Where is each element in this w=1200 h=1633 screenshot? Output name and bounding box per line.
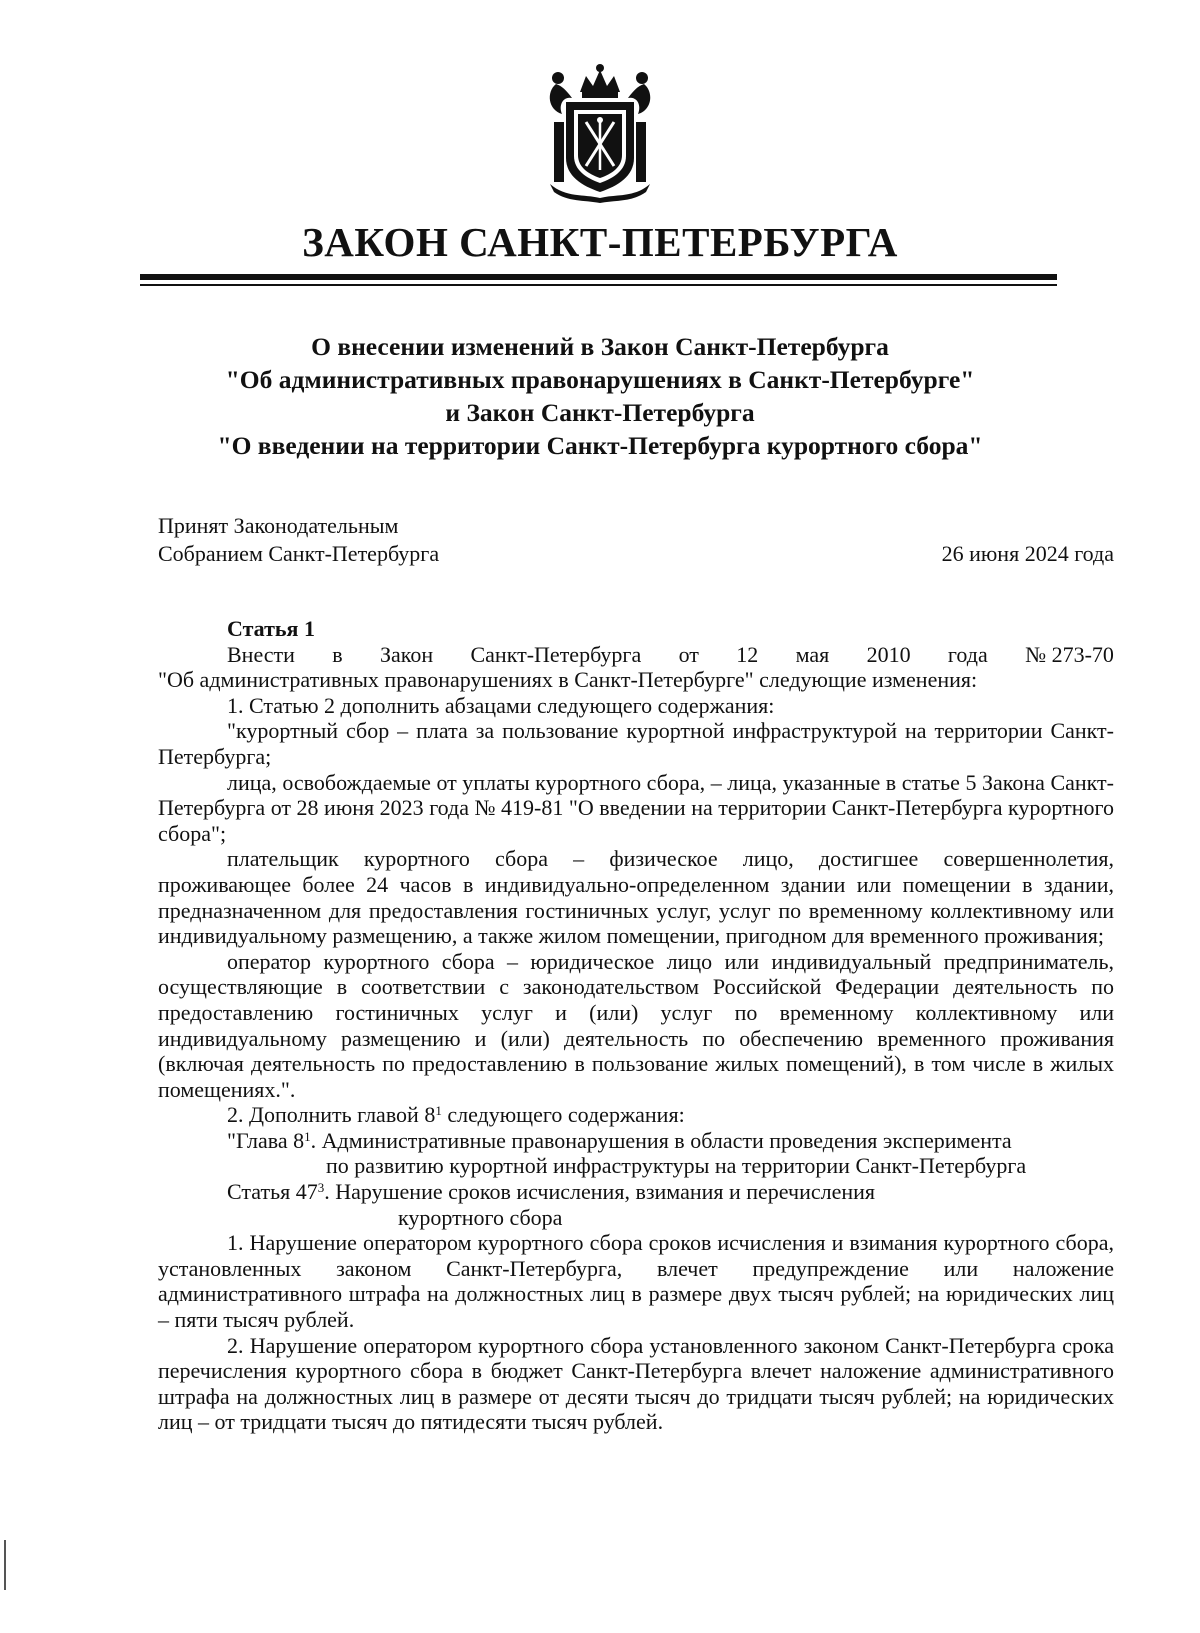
coat-of-arms-icon [536,62,664,204]
adoption-date: 26 июня 2024 года [941,541,1114,566]
adoption-note [158,512,439,568]
article-heading: Статья 1 [227,616,315,641]
article-47-part-1: 1. Нарушение оператором курортного сбора сроков исчисления и взимания курортного сбора, установленных законом Санкт-Петербурга, влечет предупреждение или наложение административного штрафа на должностных лиц в размере двух тысяч рублей; на юридических лиц – пяти тысяч рублей. [158,1230,1114,1333]
definition-operator: оператор курортного сбора – юридическое лицо или индивидуальный предприниматель, осуществляющие в соответствии с законодательством Российской Федерации деятельность по предоставлению гостиничных услуг и (или) услуг по временному коллективному или индивидуальному размещению и (или) деятельность по обеспечению временного проживания (включая деятельность по предоставлению в пользование жилых помещений), в том числе в жилых помещениях.". [158,948,1114,1102]
intro-word: № 273-70 [1025,641,1114,667]
title-line: "Об административных правонарушениях в Санкт-Петербурге" [225,365,975,394]
intro-word: Внести [227,641,295,667]
paragraph: 1. Статью 2 дополнить абзацами следующего содержания: [227,692,775,718]
article-47-text: Статья 47 [227,1179,318,1205]
intro-word: года [947,641,988,667]
definition-exempt-persons: лица, освобождаемые от уплаты курортного сбора, – лица, указанные в статье 5 Закона Санкт-Петербурга от 28 июня 2023 года № 419-81 "О введении на территории Санкт-Петербурга курортного сбора"; [158,769,1114,846]
title-line: и Закон Санкт-Петербурга [445,398,755,427]
adoption-line: Собранием Санкт-Петербурга [158,541,440,566]
header-rule-thick [140,274,1057,280]
chapter-heading [158,1128,1114,1154]
chapter-text: . Административные правонарушения в области проведения эксперимента [310,1127,1012,1153]
document-body [158,616,1114,1435]
chapter-text: "Глава 8 [227,1127,305,1153]
document-type-heading: ЗАКОН САНКТ-ПЕТЕРБУРГА [302,219,898,265]
chapter-heading-line2: по развитию курортной инфраструктуры на территории Санкт-Петербурга [326,1153,1027,1179]
definition-resort-fee: "курортный сбор – плата за пользование курортной инфраструктурой на территории Санкт-Петербурга; [158,718,1114,769]
article-47-text: . Нарушение сроков исчисления, взимания и перечисления [324,1179,876,1205]
intro-word: 12 [736,641,759,667]
header-rule-thin [140,284,1057,286]
intro-word: в [332,641,343,667]
intro-word: от [678,641,699,667]
superscript: 3 [317,1180,325,1196]
article-intro-rest: "Об административных правонарушениях в Санкт-Петербурге" следующие изменения: [158,667,978,693]
intro-word: Закон [380,641,434,667]
article-47-heading [158,1179,1114,1205]
law-title [0,330,1200,462]
intro-word: мая [795,641,830,667]
item-2-text: 2. Дополнить главой 8 [227,1102,436,1128]
item-2 [158,1102,1114,1128]
title-line: "О введении на территории Санкт-Петербурга курортного сбора" [217,431,983,460]
intro-word: 2010 [866,641,911,667]
adoption-line: Принят Законодательным [158,513,399,538]
superscript: 1 [435,1103,442,1119]
definition-payer: плательщик курортного сбора – физическое лицо, достигшее совершеннолетия, проживающее более 24 часов в индивидуально-определенном здании или помещении в здании, предназначенном для предоставления гостиничных услуг, услуг по временному коллективному или индивидуальному размещению, а также жилом помещении, пригодном для временного проживания; [158,846,1114,949]
title-line: О внесении изменений в Закон Санкт-Петербурга [311,332,889,361]
superscript: 1 [304,1128,311,1144]
article-intro-line [158,642,1114,668]
intro-word: Санкт-Петербурга [470,641,642,667]
scan-margin-mark [4,1540,6,1590]
article-47-heading-line2: курортного сбора [398,1204,563,1230]
article-47-part-2: 2. Нарушение оператором курортного сбора установленного законом Санкт-Петербурга срока перечисления курортного сбора в бюджет Санкт-Петербурга влечет наложение административного штрафа на должностных лиц в размере от десяти тысяч до тридцати тысяч рублей; на юридических лиц – от тридцати тысяч до пятидесяти тысяч рублей. [158,1332,1114,1435]
item-2-text: следующего содержания: [441,1102,685,1128]
